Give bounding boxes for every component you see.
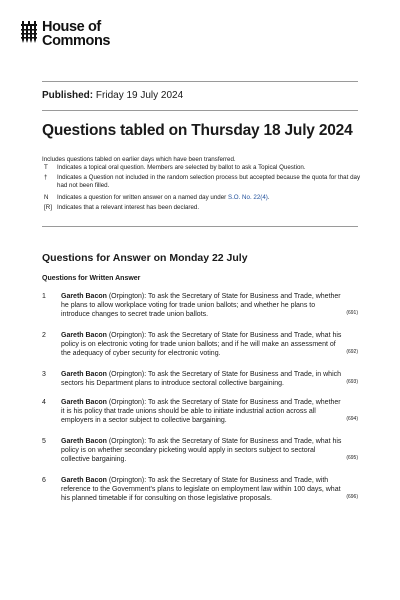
key-item xyxy=(42,174,362,191)
question-number: 2 xyxy=(42,332,46,339)
key-symbol: T xyxy=(44,164,48,171)
key-symbol: [R] xyxy=(44,204,52,211)
key-item xyxy=(42,194,362,202)
question-text: To ask the Secretary of State for Business and Trade, what his policy is on whether secondary picketing would apply in sectors subject to sectoral collective bargaining. xyxy=(61,438,342,464)
constituency: (Orpington): xyxy=(106,477,149,484)
key-text: Indicates a topical oral question. Members are selected by ballot to ask a Topical Question. xyxy=(57,164,306,171)
question-number: 1 xyxy=(42,293,46,300)
key-item xyxy=(42,204,362,212)
question-item xyxy=(42,292,360,320)
constituency: (Orpington): xyxy=(106,371,149,378)
key-text-suffix: . xyxy=(267,194,270,201)
logo-line-1: House of xyxy=(42,19,101,35)
house-of-commons-logo xyxy=(20,20,110,48)
key-text: Indicates a Question not included in the random selection process but accepted because the quota for that day had not been filled. xyxy=(57,174,361,190)
key-symbol: N xyxy=(44,194,49,201)
question-text: To ask the Secretary of State for Business and Trade, whether he plans to allow workplace voting for trade union ballots; and whether he plans to introduce changes to secret trade union ballots. xyxy=(61,293,341,319)
question-item xyxy=(42,370,360,388)
member-name: Gareth Bacon xyxy=(61,438,107,445)
constituency: (Orpington): xyxy=(106,399,149,406)
key-text: Indicates that a relevant interest has been declared. xyxy=(57,204,200,211)
member-name: Gareth Bacon xyxy=(61,293,107,300)
question-text: To ask the Secretary of State for Business and Trade, whether it is his policy that trade unions should be able to initiate industrial action across all employers in a sector subject to collective bargaining. xyxy=(61,399,341,425)
key-text xyxy=(57,194,362,202)
page-title: Questions tabled on Thursday 18 July 2024 xyxy=(42,122,353,139)
question-ref: (696) xyxy=(346,494,358,501)
member-name: Gareth Bacon xyxy=(61,371,107,378)
question-ref: (693) xyxy=(346,379,358,386)
question-body xyxy=(61,476,343,504)
constituency: (Orpington): xyxy=(106,438,149,445)
question-item xyxy=(42,476,360,504)
question-body xyxy=(61,437,343,465)
question-number: 4 xyxy=(42,399,46,406)
question-body xyxy=(61,398,343,426)
key-symbol: † xyxy=(44,174,48,181)
question-ref: (691) xyxy=(346,310,358,317)
key-text-part: Indicates a question for written answer on a named day under xyxy=(57,194,228,201)
question-number: 3 xyxy=(42,371,46,378)
divider-low xyxy=(42,226,358,227)
question-body xyxy=(61,370,343,388)
logo-line-2: Commons xyxy=(42,33,111,49)
subsection-title: Questions for Written Answer xyxy=(42,275,141,282)
standing-order-link[interactable]: S.O. No. 22(4) xyxy=(227,194,268,201)
constituency: (Orpington): xyxy=(106,293,149,300)
logo-text xyxy=(42,20,110,48)
question-text: To ask the Secretary of State for Business and Trade, in which sectors his Department plans to introduce sectoral collective bargaining. xyxy=(61,371,342,388)
intro-text: Includes questions tabled on earlier days which have been transferred. xyxy=(42,156,236,163)
question-text: To ask the Secretary of State for Business and Trade, with reference to the Government's plans to legislate on employment law within 100 days, what his planned timetable if for consulting on those legislative proposals. xyxy=(61,477,341,503)
section-title: Questions for Answer on Monday 22 July xyxy=(42,252,248,264)
key-item xyxy=(42,164,362,172)
published-label: Published: xyxy=(42,90,94,101)
divider-top xyxy=(42,81,358,82)
question-item xyxy=(42,331,360,359)
member-name: Gareth Bacon xyxy=(61,332,107,339)
question-ref: (692) xyxy=(346,349,358,356)
question-ref: (694) xyxy=(346,416,358,423)
question-item xyxy=(42,437,360,465)
portcullis-icon xyxy=(20,21,38,43)
question-item xyxy=(42,398,360,426)
published-date: Friday 19 July 2024 xyxy=(95,90,184,101)
member-name: Gareth Bacon xyxy=(61,477,107,484)
divider-mid xyxy=(42,110,358,111)
question-number: 6 xyxy=(42,477,46,484)
question-body xyxy=(61,292,343,320)
question-ref: (695) xyxy=(346,455,358,462)
published-line xyxy=(42,90,183,101)
question-body xyxy=(61,331,343,359)
question-number: 5 xyxy=(42,438,46,445)
question-text: To ask the Secretary of State for Business and Trade, what his policy is on electronic voting for trade union ballots; and if he will make an assessment of the adequacy of cyber security for electronic voting. xyxy=(61,332,342,358)
constituency: (Orpington): xyxy=(106,332,149,339)
member-name: Gareth Bacon xyxy=(61,399,107,406)
